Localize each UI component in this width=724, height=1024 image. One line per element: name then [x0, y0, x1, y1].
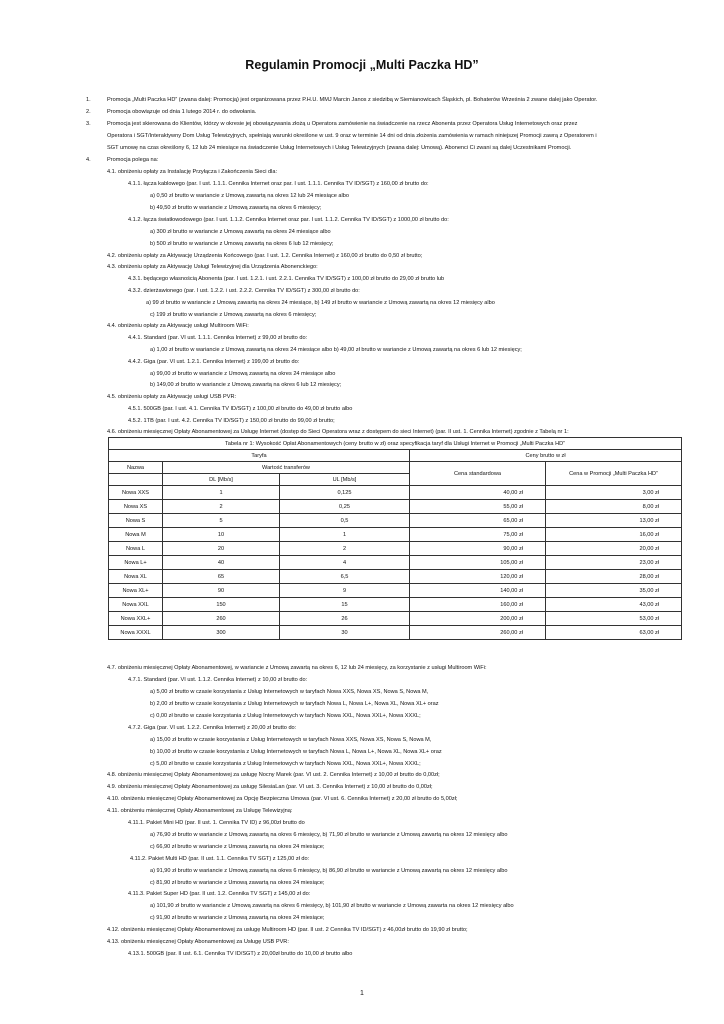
point-number: 4. [86, 157, 91, 163]
table-cell-promo-price: 16,00 zł [546, 528, 682, 542]
table-cell-promo-price: 20,00 zł [546, 542, 682, 556]
table-cell-upload-speed: 0,5 [280, 514, 410, 528]
table-body [109, 486, 682, 640]
body-line: 4.5.1. 500GB (par. I ust. 4.1. Cennika TV ID/SGT) z 100,00 zł brutto do 49,00 zł brutto albo [128, 406, 353, 412]
body-line: 4.7. obniżeniu miesięcznej Opłaty Abonamentowej, w wariancie z Umową zawartą na okres 6, 12 lub 24 miesięcy, za korzystanie z usługi Multiroom WiFi: [107, 665, 487, 671]
body-line: b) 149,00 zł brutto w wariancie z Umową zawartą na okres 6 lub 12 miesięcy; [150, 382, 342, 388]
body-line: 4.11.3. Pakiet Super HD (par. II ust. 1.2. Cennika TV SGT) z 145,00 zł do: [128, 891, 311, 897]
body-line: 4.4.2. Giga (par. VI ust. 1.2.1. Cennika Internet) z 199,00 zł brutto do: [128, 359, 300, 365]
table-cell-promo-price: 53,00 zł [546, 612, 682, 626]
table-cell-standard-price: 140,00 zł [410, 584, 546, 598]
body-line: c) 81,90 zł brutto w wariancie z Umową zawartą na okres 24 miesiące; [150, 880, 325, 886]
tariff-table [108, 437, 682, 640]
table-cell-download-speed: 260 [163, 612, 280, 626]
table-cell-upload-speed: 0,125 [280, 486, 410, 500]
body-line: a) 99,00 zł brutto w wariancie z Umową zawartą na okres 24 miesiące albo [150, 371, 336, 377]
table-cell-download-speed: 90 [163, 584, 280, 598]
body-line: 4.13. obniżeniu miesięcznej Opłaty Abonamentowej za Usługę USB PVR: [107, 939, 289, 945]
table-row [109, 500, 682, 514]
table-cell-tariff-name: Nowa L [109, 542, 163, 556]
table-cell-standard-price: 105,00 zł [410, 556, 546, 570]
table-row [109, 598, 682, 612]
table-row [109, 514, 682, 528]
table-cell-standard-price: 40,00 zł [410, 486, 546, 500]
body-line: 4.5.2. 1TB (par. I ust. 4.2. Cennika TV ID/SGT) z 150,00 zł brutto do 99,00 zł brutto; [128, 418, 335, 424]
table-header-wartosc: Wartość transferów [163, 462, 410, 474]
table-cell-tariff-name: Nowa M [109, 528, 163, 542]
table-row [109, 584, 682, 598]
table-caption: Tabela nr 1: Wysokość Opłat Abonamentowych (ceny brutto w zł) oraz specyfikacja taryf dla Usługi Internet w Promocji „Multi Paczka HD” [109, 438, 682, 450]
point-number: 3. [86, 121, 91, 127]
body-line: a) 76,90 zł brutto w wariancie z Umową zawartą na okres 6 miesięcy, b) 71,90 zł brutto w wariancie z Umową zawartą na okres 12 miesięcy albo [150, 832, 508, 838]
body-line: a) 91,90 zł brutto w wariancie z Umową zawartą na okres 6 miesięcy, b) 86,90 zł brutto w wariancie z Umową zawartą na okres 12 miesięcy albo [150, 868, 508, 874]
table-cell-tariff-name: Nowa XXL+ [109, 612, 163, 626]
table-cell-standard-price: 200,00 zł [410, 612, 546, 626]
table-cell-standard-price: 120,00 zł [410, 570, 546, 584]
table-header-dl: DL [Mb/s] [163, 474, 280, 486]
point-number: 1. [86, 97, 91, 103]
body-line: 4.1. obniżeniu opłaty za Instalację Przyłącza i Zakończenia Sieci dla: [107, 169, 278, 175]
table-cell-promo-price: 8,00 zł [546, 500, 682, 514]
point-text: Promocja obowiązuje od dnia 1 lutego 2014 r. do odwołania. [107, 109, 257, 115]
body-line: b) 10,00 zł brutto w czasie korzystania z Usług Internetowych w taryfach Nowa L, Nowa L+, Nowa XL, Nowa XL+ oraz [150, 749, 442, 755]
table-cell-standard-price: 75,00 zł [410, 528, 546, 542]
point-text: Operatora i SGT/Interaktywny Dom Usług Telewizyjnych, spełniają warunki określone w ust. 9 oraz w terminie 14 dni od dnia złożenia zamówienia w ramach niniejszej Promocji zawrą z Operatorem i [107, 133, 597, 139]
table-cell-promo-price: 3,00 zł [546, 486, 682, 500]
body-line: b) 2,00 zł brutto w czasie korzystania z Usług Internetowych w taryfach Nowa L, Nowa L+, Nowa XL, Nowa XL+ oraz [150, 701, 439, 707]
body-line: c) 91,90 zł brutto w wariancie z Umową zawartą na okres 24 miesiące; [150, 915, 325, 921]
table-cell-download-speed: 65 [163, 570, 280, 584]
table-cell-download-speed: 150 [163, 598, 280, 612]
table-cell-tariff-name: Nowa L+ [109, 556, 163, 570]
table-cell-standard-price: 65,00 zł [410, 514, 546, 528]
body-line: b) 500 zł brutto w wariancie z Umową zawartą na okres 6 lub 12 miesięcy; [150, 241, 334, 247]
table-cell-tariff-name: Nowa XS [109, 500, 163, 514]
table-cell-download-speed: 40 [163, 556, 280, 570]
body-line: c) 66,90 zł brutto w wariancie z Umową zawartą na okres 24 miesiące; [150, 844, 325, 850]
point-number: 2. [86, 109, 91, 115]
table-row [109, 542, 682, 556]
body-line: 4.12. obniżeniu miesięcznej Opłaty Abonamentowej za usługę Multiroom HD (par. II ust. 2 Cennika TV ID/SGT) z 46,00zł brutto do 19,90 zł brutto; [107, 927, 468, 933]
body-line: 4.3.1. będącego własnością Abonenta (par. I ust. 1.2.1. i ust. 2.2.1. Cennika TV ID/SGT) z 100,00 zł brutto do 29,00 zł brutto lub [128, 276, 445, 282]
body-line: 4.9. obniżeniu miesięcznej Opłaty Abonamentowej za usługę SilesiaLan (par. VI ust. 3. Cennika Internet) z 10,00 zł brutto do 0,00zł; [107, 784, 433, 790]
table-cell-upload-speed: 1 [280, 528, 410, 542]
table-cell-tariff-name: Nowa S [109, 514, 163, 528]
body-line: 4.1.1. łącza kablowego (par. I ust. 1.1.1. Cennika Internet oraz par. I ust. 1.1.1. Cennika TV ID/SGT) z 160,00 zł brutto do: [128, 181, 429, 187]
table-header-ul: UL [Mb/s] [280, 474, 410, 486]
table-cell-upload-speed: 2 [280, 542, 410, 556]
body-line: 4.2. obniżeniu opłaty za Aktywację Urządzenia Końcowego (par. I ust. 1.2. Cennika Internet) z 160,00 zł brutto do 0,50 zł brutto; [107, 253, 423, 259]
table-cell-tariff-name: Nowa XXXL [109, 626, 163, 640]
page-number: 1 [360, 990, 364, 997]
table-cell-standard-price: 55,00 zł [410, 500, 546, 514]
body-line: 4.3. obniżeniu opłaty za Aktywację Usługi Telewizyjnej dla Urządzenia Abonenckiego: [107, 264, 318, 270]
body-line: 4.3.2. dzierżawionego (par. I ust. 1.2.2. i ust. 2.2.2. Cennika TV ID/SGT) z 300,00 zł brutto do: [128, 288, 360, 294]
body-line: a) 15,00 zł brutto w czasie korzystania z Usług Internetowych w taryfach Nowa XXS, Nowa XS, Nowa S, Nowa M, [150, 737, 432, 743]
body-line: c) 199 zł brutto w wariancie z Umową zawartą na okres 6 miesięcy; [150, 312, 317, 318]
point-text: SGT umowę na czas określony 6, 12 lub 24 miesiące na świadczenie Usług Internetowych i Usług Telewizyjnych (zwana dalej: Umową). Abonenci Ci zwani są dalej Uczestnikami Promocji. [107, 145, 572, 151]
body-line: 4.11.2. Pakiet Multi HD (par. II ust. 1.1. Cennika TV SGT) z 125,00 zł do: [130, 856, 310, 862]
table-row [109, 612, 682, 626]
table-cell-promo-price: 23,00 zł [546, 556, 682, 570]
table-cell-standard-price: 260,00 zł [410, 626, 546, 640]
body-line: a) 101,90 zł brutto w wariancie z Umową zawartą na okres 6 miesięcy, b) 101,90 zł brutto w wariancie z Umową zawarta na okres 12 miesięcy albo [150, 903, 514, 909]
table-row [109, 570, 682, 584]
table-cell-tariff-name: Nowa XXS [109, 486, 163, 500]
point-text: Promocja polega na: [107, 157, 159, 163]
body-line: 4.10. obniżeniu miesięcznej Opłaty Abonamentowej za Opcję Bezpieczna Umowa (par. VI ust. 6. Cennika Internet) z 20,00 zł brutto do 5,00zł; [107, 796, 458, 802]
table-cell-standard-price: 90,00 zł [410, 542, 546, 556]
body-line: b) 49,50 zł brutto w wariancie z Umową zawartą na okres 6 miesięcy; [150, 205, 322, 211]
body-line: 4.8. obniżeniu miesięcznej Opłaty Abonamentowej za usługę Nocny Marek (par. VI ust. 2. Cennika Internet) z 10,00 zł brutto do 0,00zł; [107, 772, 440, 778]
table-cell-tariff-name: Nowa XL+ [109, 584, 163, 598]
table-row [109, 486, 682, 500]
table-group-taryfa: Taryfa [109, 450, 410, 462]
table-cell-upload-speed: 26 [280, 612, 410, 626]
table-header-spacer [109, 474, 163, 486]
table-cell-download-speed: 1 [163, 486, 280, 500]
body-line: 4.7.1. Standard (par. VI ust. 1.1.2. Cennika Internet) z 10,00 zł brutto do: [128, 677, 308, 683]
body-line: 4.7.2. Giga (par. VI ust. 1.2.2. Cennika Internet) z 20,00 zł brutto do: [128, 725, 297, 731]
body-line: a) 99 zł brutto w wariancie z Umową zawartą na okres 24 miesiące, b) 149 zł brutto w wariancie z Umową zawartą na okres 12 miesięcy albo [146, 300, 495, 306]
table-cell-standard-price: 160,00 zł [410, 598, 546, 612]
table-cell-download-speed: 2 [163, 500, 280, 514]
body-line: c) 5,00 zł brutto w czasie korzystania z Usług Internetowych w taryfach Nowa XXL, Nowa XXL+, Nowa XXXL; [150, 761, 421, 767]
table-cell-upload-speed: 30 [280, 626, 410, 640]
body-line: 4.13.1. 500GB (par. II ust. 6.1. Cennika TV ID/SGT) z 20,00zł brutto do 10,00 zł brutto albo [128, 951, 353, 957]
body-line: 4.11.1. Pakiet Mini HD (par. II ust. 1. Cennika TV ID) z 96,00zł brutto do [128, 820, 305, 826]
table-row [109, 626, 682, 640]
table-header-standard-price: Cena standardowa [410, 462, 546, 486]
body-line: 4.5. obniżeniu opłaty za Aktywację usługi USB PVR: [107, 394, 237, 400]
table-cell-download-speed: 10 [163, 528, 280, 542]
body-line: 4.6. obniżeniu miesięcznej Opłaty Abonamentowej za Usługę Internet (dostęp do Sieci Operatora wraz z dostępem do sieci Internet) (par. II ust. 1. Cennika Internet) zgodnie z Tabelą nr 1: [107, 429, 569, 435]
table-cell-tariff-name: Nowa XL [109, 570, 163, 584]
table-row [109, 556, 682, 570]
body-line: 4.11. obniżeniu miesięcznej Opłaty Abonamentowej za Usługę Telewizyjną: [107, 808, 293, 814]
table-cell-upload-speed: 0,25 [280, 500, 410, 514]
table-cell-upload-speed: 15 [280, 598, 410, 612]
point-text: Promocja „Multi Paczka HD” (zwana dalej: Promocją) jest organizowana przez P.H.U. MMJ Marcin Janos z siedzibą w Siemianowicach Śląskich, pl. Bohaterów Września 2 zwane dalej jako Operator. [107, 97, 598, 103]
table-cell-upload-speed: 9 [280, 584, 410, 598]
table-cell-promo-price: 35,00 zł [546, 584, 682, 598]
point-text: Promocja jest skierowana do Klientów, którzy w okresie jej obowiązywania złożą u Operatora zamówienie na świadczenie na rzecz Abonenta przez Operatora Usług Internetowych oraz przez [107, 121, 578, 127]
table-cell-promo-price: 13,00 zł [546, 514, 682, 528]
table-cell-upload-speed: 4 [280, 556, 410, 570]
body-line: 4.1.2. łącza światłowodowego (par. I ust. 1.1.2. Cennika Internet oraz par. I ust. 1.1.2. Cennika TV ID/SGT) z 1000,00 zł brutto do: [128, 217, 449, 223]
table-header-nazwa: Nazwa [109, 462, 163, 474]
table-cell-download-speed: 300 [163, 626, 280, 640]
table-cell-promo-price: 63,00 zł [546, 626, 682, 640]
table-cell-tariff-name: Nowa XXL [109, 598, 163, 612]
body-line: c) 0,00 zł brutto w czasie korzystania z Usług Internetowych w taryfach Nowa XXL, Nowa XXL+, Nowa XXXL; [150, 713, 421, 719]
table-cell-download-speed: 5 [163, 514, 280, 528]
table-cell-download-speed: 20 [163, 542, 280, 556]
body-line: a) 1,00 zł brutto w wariancie z Umową zawartą na okres 24 miesiące albo b) 49,00 zł brutto w wariancie z Umową zawartą na okres 6 lub 12 miesięcy; [150, 347, 522, 353]
table-cell-promo-price: 28,00 zł [546, 570, 682, 584]
body-line: 4.4.1. Standard (par. VI ust. 1.1.1. Cennika Internet) z 99,00 zł brutto do: [128, 335, 308, 341]
table-cell-upload-speed: 6,5 [280, 570, 410, 584]
body-line: a) 300 zł brutto w wariancie z Umową zawartą na okres 24 miesiące albo [150, 229, 331, 235]
body-line: 4.4. obniżeniu opłaty za Aktywację usługi Multiroom WiFi: [107, 323, 249, 329]
body-line: a) 5,00 zł brutto w czasie korzystania z Usług Internetowych w taryfach Nowa XXS, Nowa XS, Nowa S, Nowa M, [150, 689, 429, 695]
page-title: Regulamin Promocji „Multi Paczka HD” [245, 58, 479, 72]
table-group-ceny: Ceny brutto w zł [410, 450, 682, 462]
table-header-promo-price: Cena w Promocji „Multi Paczka HD” [546, 462, 682, 486]
body-line: a) 0,50 zł brutto w wariancie z Umową zawartą na okres 12 lub 24 miesiące albo [150, 193, 349, 199]
table-cell-promo-price: 43,00 zł [546, 598, 682, 612]
table-row [109, 528, 682, 542]
